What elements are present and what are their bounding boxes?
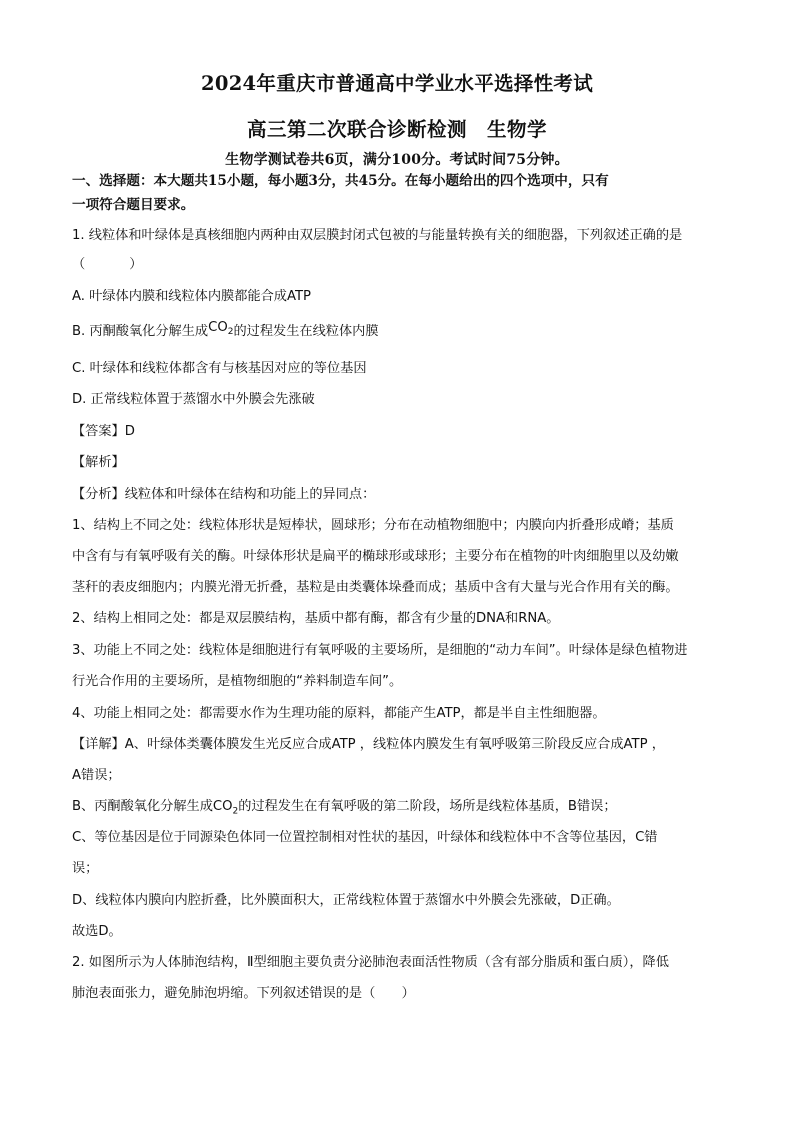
q1-analysis-label: 【解析】 <box>72 455 125 470</box>
q1-fenxi: 【分析】线粒体和叶绿体在结构和功能上的异同点： <box>72 487 376 502</box>
q2-stem-line2: 肺泡表面张力，避免肺泡坍缩。下列叙述错误的是（ ） <box>72 986 415 1001</box>
q1-choose: 故选D。 <box>72 924 122 939</box>
q1-option-a: A. 叶绿体内膜和线粒体内膜都能合成ATP <box>72 289 311 304</box>
q1-point1-line2: 中含有与有氧呼吸有关的酶。叶绿体形状是扁平的椭球形或球形；主要分布在植物的叶肉细胞里以及幼嫩 <box>72 549 679 564</box>
q1-detail-b-pre: B、丙酮酸氧化分解生成CO <box>72 799 233 814</box>
exam-title: 2024年重庆市普通高中学业水平选择性考试 <box>200 72 594 95</box>
exam-subtitle: 高三第二次联合诊断检测 生物学 <box>246 118 547 141</box>
q1-detail-c-line2: 误； <box>72 861 99 876</box>
q1-paren-close: ） <box>129 257 143 272</box>
exam-info: 生物学测试卷共6页，满分100分。考试时间75分钟。 <box>225 152 569 168</box>
q1-option-b-sub: 2 <box>227 327 234 337</box>
q1-detail-b-post: 的过程发生在有氧呼吸的第二阶段，场所是线粒体基质，B错误； <box>238 799 617 814</box>
q1-option-b-post: 的过程发生在线粒体内膜 <box>233 324 379 339</box>
q1-detail-a-line1: 【详解】A、叶绿体类囊体膜发生光反应合成ATP ，线粒体内膜发生有氧呼吸第三阶段反应合成ATP ， <box>72 737 665 752</box>
q1-detail-a-line2: A错误； <box>72 768 121 783</box>
q1-point1-line1: 1、结构上不同之处：线粒体形状是短棒状，圆球形；分布在动植物细胞中；内膜向内折叠形成嵴；基质 <box>72 518 674 533</box>
q1-detail-c-line1: C、等位基因是位于同源染色体同一位置控制相对性状的基因，叶绿体和线粒体中不含等位基因，C错 <box>72 830 658 845</box>
q1-point1-line3: 茎秆的表皮细胞内；内膜光滑无折叠，基粒是由类囊体垛叠而成；基质中含有大量与光合作用有关的酶。 <box>72 580 679 595</box>
q1-answer: 【答案】D <box>72 424 135 439</box>
q1-paren-open: （ <box>72 257 86 272</box>
section-heading: 一、选择题：本大题共15小题，每小题3分，共45分。在每小题给出的四个选项中，只有 <box>72 173 609 189</box>
q1-option-b <box>72 320 732 342</box>
q1-stem-blank <box>72 256 732 274</box>
q1-detail-b <box>72 798 732 821</box>
q1-point4: 4、功能上相同之处：都需要水作为生理功能的原料，都能产生ATP，都是半自主性细胞器。 <box>72 706 606 721</box>
q1-detail-b-sub: 2 <box>232 806 239 817</box>
q1-option-b-co: CO <box>208 320 228 335</box>
q1-option-b-pre: B. 丙酮酸氧化分解生成 <box>72 324 209 339</box>
q1-option-c: C. 叶绿体和线粒体都含有与核基因对应的等位基因 <box>72 361 367 376</box>
q1-stem: 1. 线粒体和叶绿体是真核细胞内两种由双层膜封闭式包被的与能量转换有关的细胞器，下列叙述正确的是 <box>72 228 683 243</box>
q1-option-d: D. 正常线粒体置于蒸馏水中外膜会先涨破 <box>72 392 315 407</box>
q1-point3-line2: 行光合作用的主要场所，是植物细胞的“养料制造车间”。 <box>72 674 403 689</box>
q2-stem-line1: 2. 如图所示为人体肺泡结构，Ⅱ型细胞主要负责分泌肺泡表面活性物质（含有部分脂质和蛋白质），降低 <box>72 955 669 970</box>
q1-point3-line1: 3、功能上不同之处：线粒体是细胞进行有氧呼吸的主要场所，是细胞的“动力车间”。叶绿体是绿色植物进 <box>72 643 688 658</box>
q1-point2: 2、结构上相同之处：都是双层膜结构，基质中都有酶，都含有少量的DNA和RNA。 <box>72 611 560 626</box>
section-heading-cont: 一项符合题目要求。 <box>72 197 195 213</box>
q1-detail-d: D、线粒体内膜向内腔折叠，比外膜面积大，正常线粒体置于蒸馏水中外膜会先涨破，D正确。 <box>72 893 620 908</box>
